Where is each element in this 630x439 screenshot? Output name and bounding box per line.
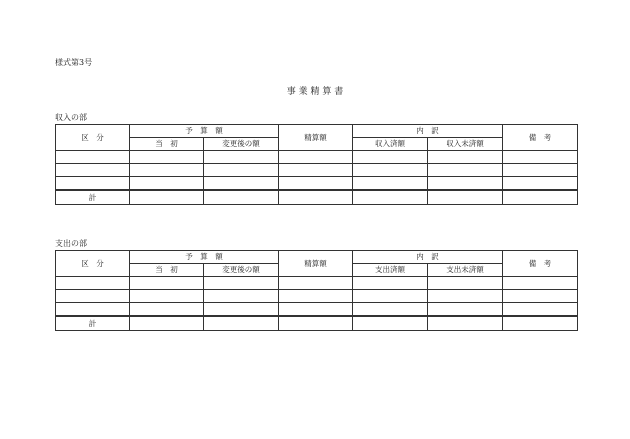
header-settled-amount: 精算額 (279, 251, 353, 277)
header-remarks: 備 考 (503, 125, 578, 151)
table-row (56, 303, 578, 317)
header-category: 区 分 (56, 125, 130, 151)
income-table (55, 124, 578, 205)
header-received: 収入済額 (353, 138, 428, 151)
expense-table (55, 250, 578, 331)
total-row (56, 316, 578, 331)
income-section-label: 収入の部 (55, 113, 87, 122)
form-number: 様式第3号 (55, 58, 93, 67)
table-row (56, 177, 578, 191)
header-remarks: 備 考 (503, 251, 578, 277)
expense-section-label: 支出の部 (55, 239, 87, 248)
header-unreceived: 収入未済額 (428, 138, 503, 151)
header-paid: 支出済額 (353, 264, 428, 277)
header-budget: 予 算 額 (130, 251, 279, 264)
header-budget: 予 算 額 (130, 125, 279, 138)
header-breakdown: 内 訳 (353, 125, 503, 138)
total-row (56, 190, 578, 205)
header-unpaid: 支出未済額 (428, 264, 503, 277)
total-label: 計 (56, 190, 130, 205)
header-breakdown: 内 訳 (353, 251, 503, 264)
header-revised: 変更後の額 (204, 264, 279, 277)
header-revised: 変更後の額 (204, 138, 279, 151)
header-initial: 当 初 (130, 264, 204, 277)
table-row (56, 277, 578, 290)
header-settled-amount: 精算額 (279, 125, 353, 151)
table-row (56, 164, 578, 177)
table-row (56, 151, 578, 164)
table-row (56, 290, 578, 303)
total-label: 計 (56, 316, 130, 331)
document-title: 事 業 精 算 書 (286, 87, 344, 97)
header-initial: 当 初 (130, 138, 204, 151)
header-category: 区 分 (56, 251, 130, 277)
